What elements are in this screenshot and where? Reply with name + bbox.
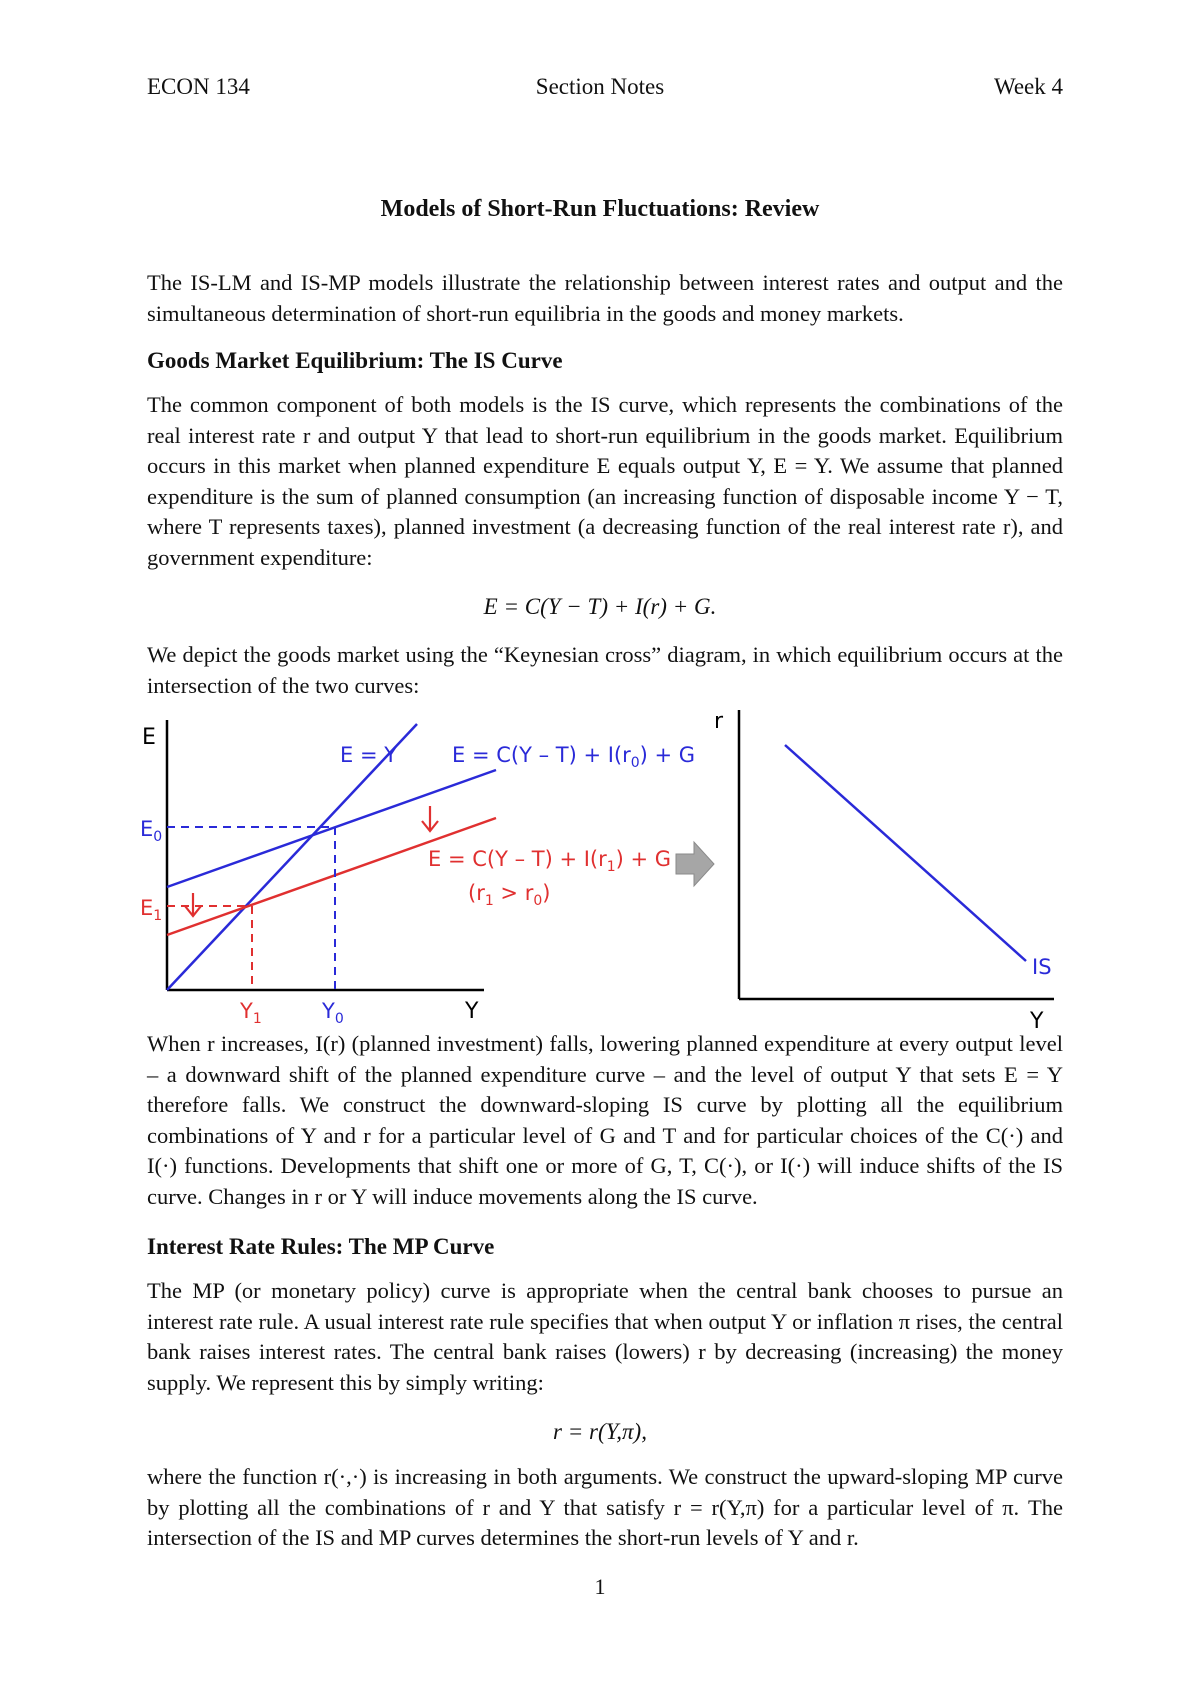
label-y0: $Y_0$ — [322, 999, 344, 1027]
label-expenditure-r0: $E = C(Y - T) + I(r_0) + G$ — [452, 743, 696, 771]
is-curve-label: IS — [1032, 955, 1052, 979]
label-expenditure-r1: $E = C(Y - T) + I(r_1) + G$ — [428, 847, 672, 875]
e1-down-arrow-icon — [185, 893, 201, 916]
mp-construction-paragraph: where the function r(·,·) is increasing in both arguments. We construct the upward-sloping MP curve by plotting all the combinations of r and Y that satisfy r = r(Y,π) for a particular level of π. The intersection of the IS and MP curves determines the short-run levels of Y and r. — [147, 1464, 1063, 1550]
right-y-axis-label: r — [714, 709, 724, 734]
is-curve-line — [785, 745, 1026, 961]
label-y1: $Y_1$ — [240, 999, 262, 1027]
label-45-line: E = Y — [340, 743, 398, 767]
is-curve-paragraph: The common component of both models is the IS curve, which represents the combinations of the real interest rate r and output Y that lead to short-run equilibrium in the goods market. Equilibrium occurs in this market when planned expenditure E equals output Y, E = Y. We assume that planned expenditure is the sum of planned consumption (an increasing function of disposable income Y − T, where T represents taxes), planned investment (a decreasing function of the real interest rate r), and government expenditure: — [147, 392, 1063, 570]
header-course: ECON 134 — [147, 74, 250, 99]
label-rate-condition: $(r_1 > r_0)$ — [468, 881, 551, 909]
expenditure-line-r1 — [167, 818, 496, 935]
mp-curve-paragraph: The MP (or monetary policy) curve is appropriate when the central bank chooses to pursue an interest rate rule. A usual interest rate rule specifies that when output Y or inflation π rises, the central bank raises interest rates. The central bank raises (lowers) r by decreasing (increasing) the money supply. We represent this by simply writing: — [147, 1278, 1063, 1395]
header-doc-type: Section Notes — [535, 74, 665, 99]
page-number: 1 — [594, 1574, 606, 1599]
shift-down-arrow-icon — [422, 806, 438, 831]
transition-arrow-icon — [676, 842, 714, 886]
left-y-axis-label: E — [142, 725, 156, 750]
interest-rate-rule-equation: r = r(Y,π), — [553, 1419, 647, 1444]
intro-paragraph: The IS-LM and IS-MP models illustrate the relationship between interest rates and output and the simultaneous determination of short-run equilibria in the goods and money markets. — [147, 270, 1063, 326]
right-x-axis-label: Y — [1030, 1009, 1044, 1034]
section-heading-is-curve: Goods Market Equilibrium: The IS Curve — [147, 348, 563, 373]
left-x-axis-label: Y — [465, 999, 479, 1024]
keynesian-cross-paragraph: We depict the goods market using the “Keynesian cross” diagram, in which equilibrium occurs at the intersection of the two curves: — [147, 642, 1063, 698]
section-heading-mp-curve: Interest Rate Rules: The MP Curve — [147, 1234, 495, 1259]
expenditure-equation: E = C(Y − T) + I(r) + G. — [483, 594, 717, 619]
page-title: Models of Short-Run Fluctuations: Review — [380, 196, 820, 222]
label-e1: $E_1$ — [140, 896, 163, 924]
header-week: Week 4 — [993, 74, 1063, 99]
is-curve-diagram — [714, 709, 1054, 1034]
keynesian-cross-diagram — [140, 720, 695, 1027]
label-e0: $E_0$ — [140, 817, 163, 845]
is-derivation-paragraph: When r increases, I(r) (planned investment) falls, lowering planned expenditure at every output level – a downward shift of the planned expenditure curve – and the level of output Y that sets E = Y therefore falls. We construct the downward-sloping IS curve by plotting all the equilibrium combinations of Y and r for a particular level of G and T and for particular choices of the C(·) and I(·) functions. Developments that shift one or more of G, T, C(·), or I(·) will induce shifts of the IS curve. Changes in r or Y will induce movements along the IS curve. — [147, 1031, 1063, 1209]
